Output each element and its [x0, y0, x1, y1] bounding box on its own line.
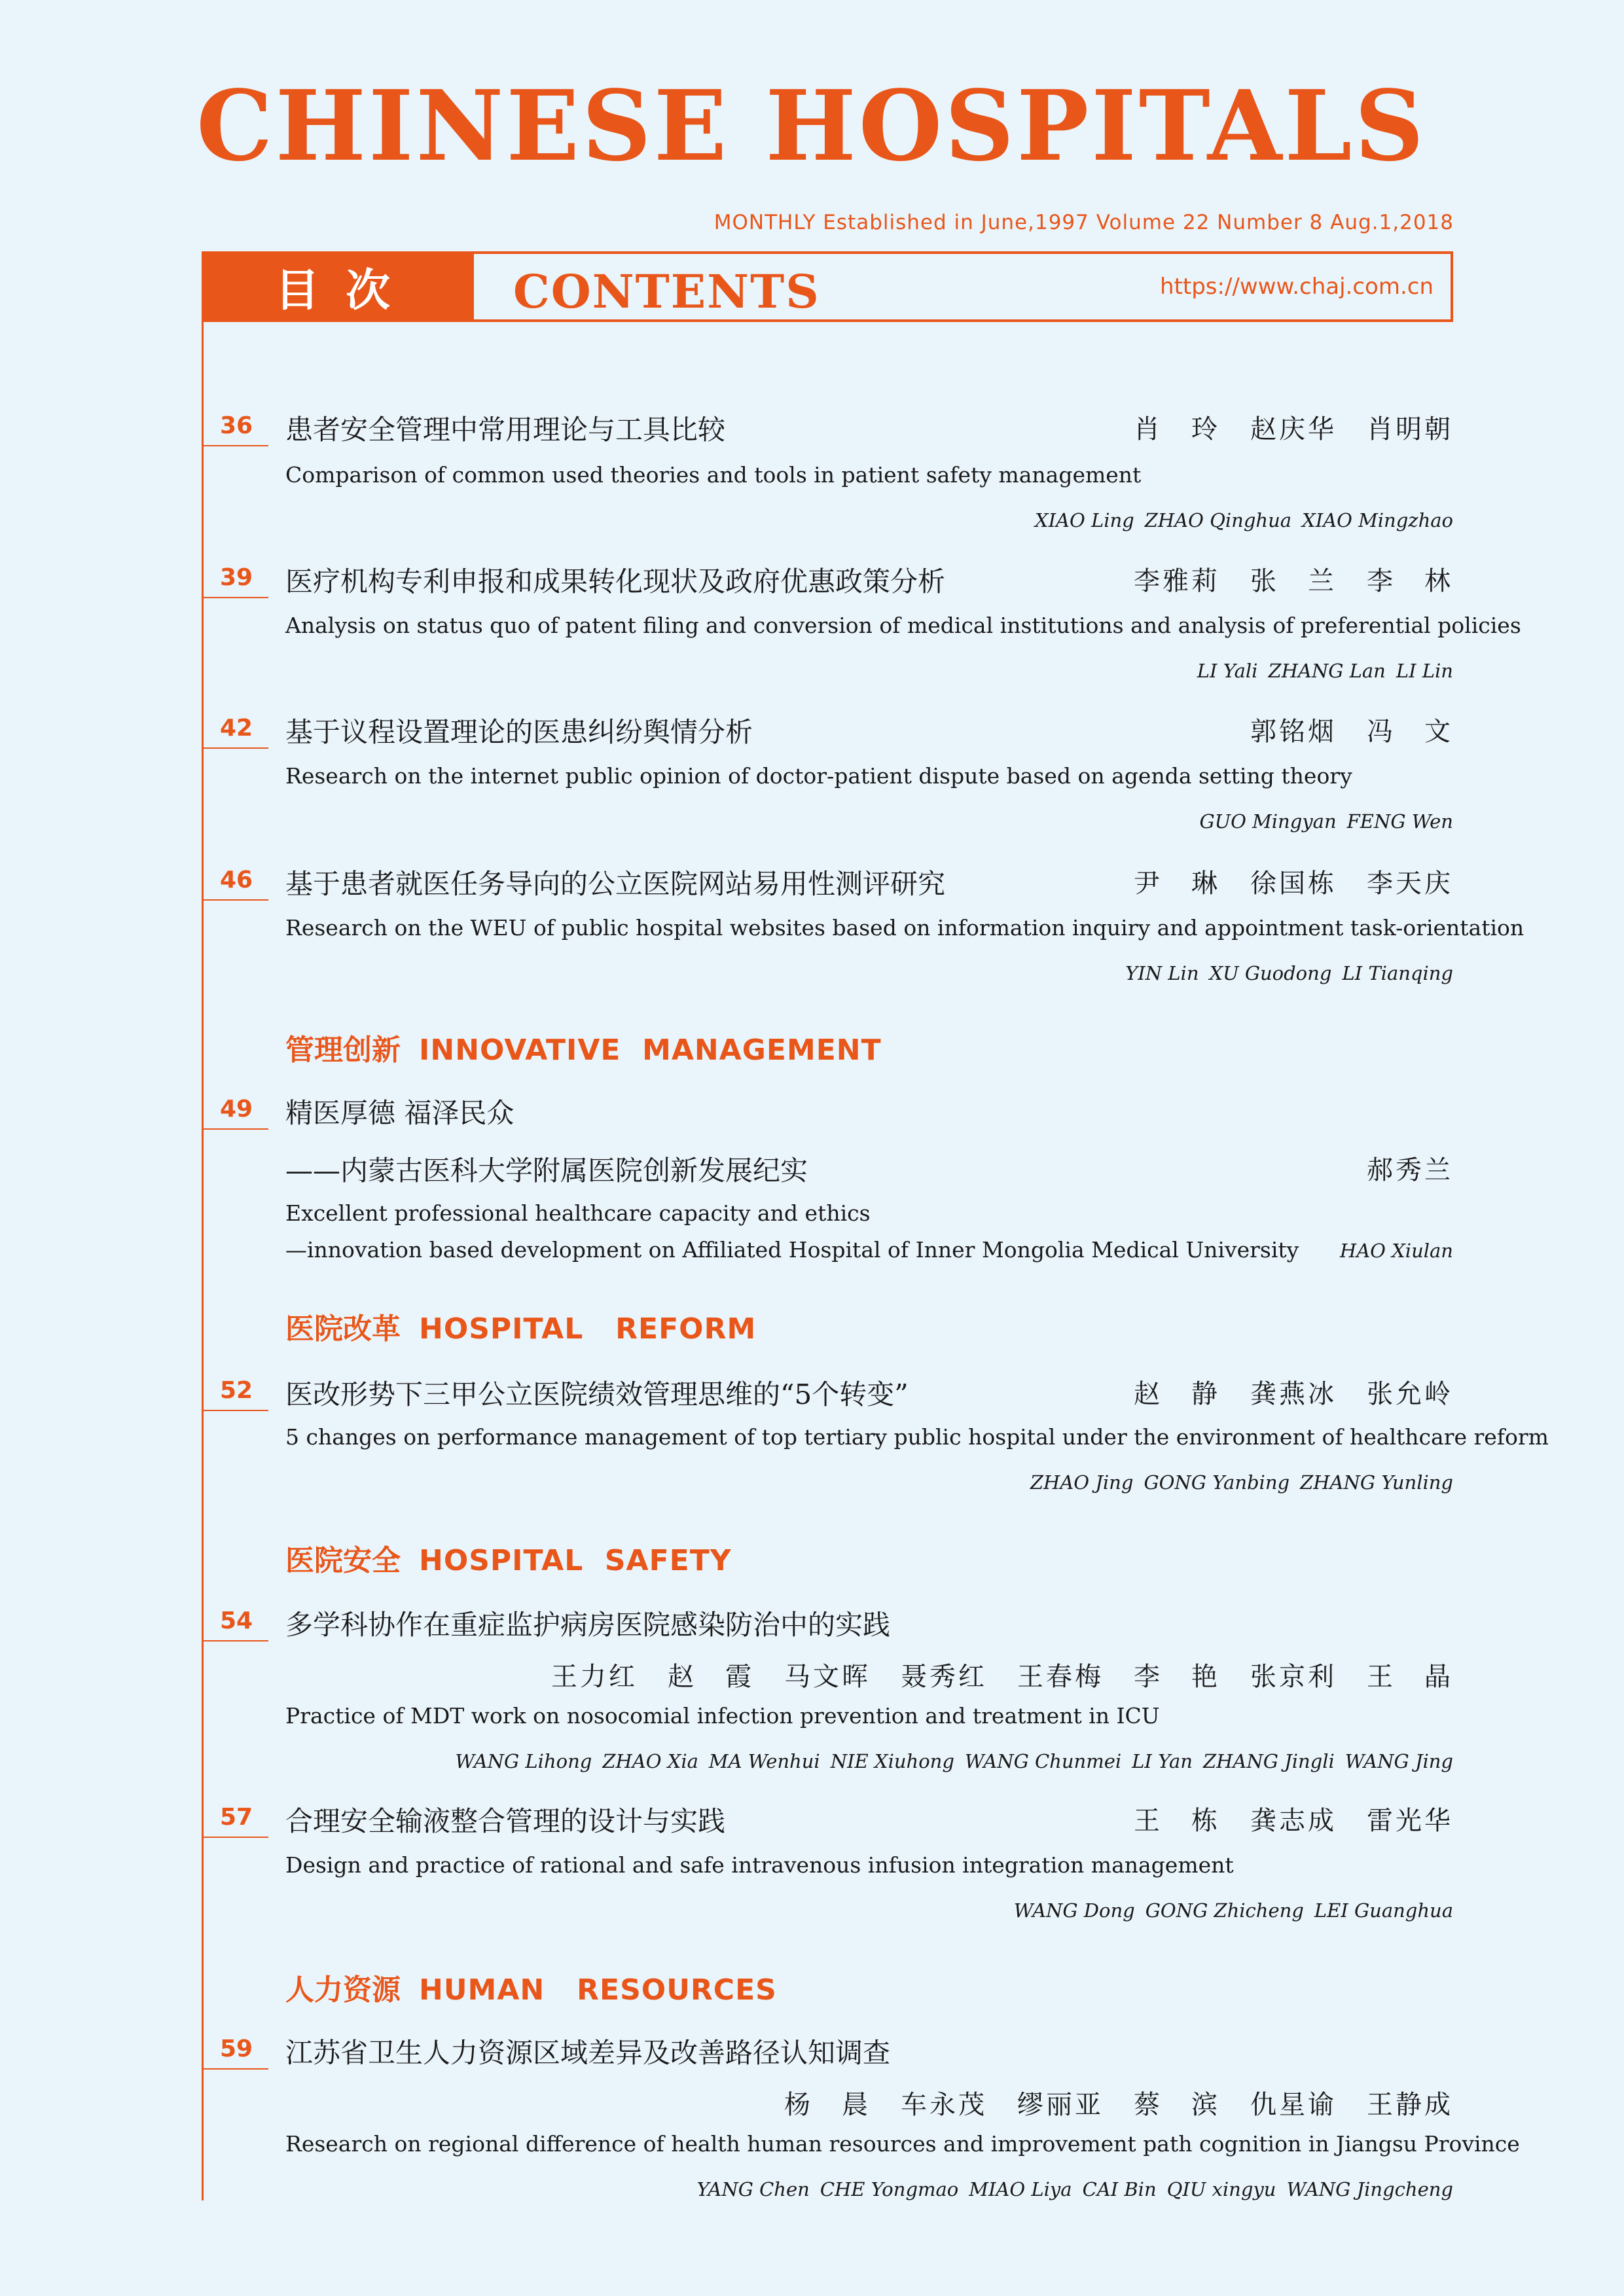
- en-title: Practice of MDT work on nosocomial infection prevention and treatment in ICU: [285, 1703, 1160, 1729]
- page-rule: [202, 747, 268, 749]
- cn-author: 龚志成: [1250, 1806, 1337, 1836]
- cn-authors: [1220, 711, 1453, 748]
- en-authors: [1003, 1899, 1453, 1922]
- en-author: LI Lin: [1396, 660, 1453, 682]
- section-heading-hr: [285, 1966, 777, 2008]
- en-author: XIAO Mingzhao: [1302, 509, 1453, 531]
- en-title: Analysis on status quo of patent filing and conversion of medical institutions and analysis of preferential policies: [285, 613, 1521, 638]
- cn-title: 精医厚德 福泽民众: [285, 1097, 514, 1129]
- cn-authors: [1104, 408, 1453, 446]
- section-cn: 管理创新: [285, 1033, 401, 1067]
- en-author: NIE Xiuhong: [830, 1750, 954, 1772]
- en-author: WANG Lihong: [455, 1750, 592, 1772]
- cn-authors: [521, 1656, 1453, 1693]
- en-author: WANG Jingcheng: [1286, 2178, 1453, 2200]
- en-author: WANG Jing: [1344, 1750, 1453, 1772]
- en-author: ZHANG Yunling: [1300, 1471, 1453, 1494]
- page-number: 42: [220, 715, 253, 742]
- en-author: ZHANG Lan: [1268, 660, 1386, 682]
- cn-author: 肖 玲: [1134, 414, 1220, 444]
- cn-author: 肖明朝: [1367, 414, 1453, 444]
- cn-authors: [1104, 1373, 1453, 1410]
- page-number: 36: [220, 412, 253, 439]
- cn-author: 杨 晨: [784, 2090, 871, 2120]
- cn-author: 王春梅: [1017, 1662, 1104, 1692]
- cn-author: 缪丽亚: [1017, 2090, 1104, 2120]
- page-number: 57: [220, 1804, 253, 1831]
- cn-author: 李天庆: [1367, 869, 1453, 899]
- cn-author: 聂秀红: [901, 1662, 987, 1692]
- cn-title: 合理安全输液整合管理的设计与实践: [285, 1805, 726, 1837]
- en-author: LI Tianqing: [1342, 962, 1453, 984]
- en-author: MA Wenhui: [708, 1750, 820, 1772]
- contents-cn-label: 目次: [204, 254, 474, 319]
- en-authors: [444, 1750, 1453, 1772]
- section-heading-reform: [285, 1305, 756, 1347]
- en-author: LI Yan: [1132, 1750, 1193, 1772]
- cn-author: 王 晶: [1367, 1662, 1453, 1692]
- cn-title: 基于患者就医任务导向的公立医院网站易用性测评研究: [285, 868, 946, 900]
- en-authors: [1024, 509, 1453, 531]
- cn-author: 王力红: [551, 1662, 638, 1692]
- en-author: ZHAO Qinghua: [1144, 509, 1292, 531]
- en-author: FENG Wen: [1346, 810, 1453, 833]
- en-author: MIAO Liya: [969, 2178, 1072, 2200]
- cn-author: 仇星谕: [1250, 2090, 1337, 2120]
- cn-author: 赵庆华: [1250, 414, 1337, 444]
- cn-author: 赵 静: [1134, 1379, 1220, 1409]
- section-en: INNOVATIVE MANAGEMENT: [419, 1033, 882, 1067]
- en-author: CAI Bin: [1082, 2178, 1157, 2200]
- en-author: XIAO Ling: [1034, 509, 1134, 531]
- cn-author: 车永茂: [901, 2090, 987, 2120]
- en-author: QIU xingyu: [1166, 2178, 1276, 2200]
- cn-author: 徐国栋: [1250, 869, 1337, 899]
- section-en: HUMAN RESOURCES: [419, 1973, 777, 2007]
- page-rule: [202, 1128, 268, 1130]
- contents-en-label: CONTENTS: [513, 264, 820, 319]
- cn-author: 马文晖: [784, 1662, 871, 1692]
- cn-subtitle: ——内蒙古医科大学附属医院创新发展纪实: [285, 1155, 808, 1187]
- en-title: Research on regional difference of health human resources and improvement path cognition in Jiangsu Province: [285, 2131, 1520, 2157]
- en-title: Research on the internet public opinion of doctor-patient dispute based on agenda setting theory: [285, 763, 1352, 789]
- cn-author: 张允岭: [1367, 1379, 1453, 1409]
- page-rule: [202, 1640, 268, 1641]
- en-authors: [1329, 1240, 1453, 1262]
- cn-title: 医疗机构专利申报和成果转化现状及政府优惠政策分析: [285, 565, 946, 598]
- cn-author: 蔡 滨: [1134, 2090, 1220, 2120]
- cn-author: 张 兰: [1250, 566, 1337, 596]
- page-number: 46: [220, 867, 253, 893]
- journal-url-link[interactable]: https://www.chaj.com.cn: [1160, 274, 1434, 300]
- page-number: 52: [220, 1377, 253, 1404]
- cn-author: 尹 琳: [1134, 869, 1220, 899]
- en-authors: [687, 2178, 1454, 2200]
- en-author: GONG Zhicheng: [1145, 1899, 1304, 1922]
- section-en: HOSPITAL SAFETY: [419, 1544, 732, 1577]
- en-author: XU Guodong: [1209, 962, 1332, 984]
- issue-line: MONTHLY Established in June,1997 Volume 22 Number 8 Aug.1,2018: [713, 211, 1454, 234]
- page-number: 54: [220, 1607, 253, 1634]
- cn-author: 李雅莉: [1134, 566, 1220, 596]
- section-heading-safety: [285, 1537, 732, 1579]
- cn-title: 医改形势下三甲公立医院绩效管理思维的“5个转变”: [285, 1378, 909, 1410]
- en-title: 5 changes on performance management of top tertiary public hospital under the environment of healthcare reform: [285, 1424, 1549, 1450]
- cn-author: 冯 文: [1367, 717, 1453, 747]
- section-cn: 医院安全: [285, 1544, 401, 1577]
- en-author: CHE Yongmao: [820, 2178, 959, 2200]
- page-number: 59: [220, 2036, 253, 2062]
- en-author: LI Yali: [1197, 660, 1258, 682]
- cn-author: 郝秀兰: [1367, 1155, 1453, 1185]
- cn-authors: [1104, 863, 1453, 900]
- cn-authors: [1337, 1149, 1453, 1187]
- cn-authors: [1104, 560, 1453, 598]
- page-rule: [202, 1410, 268, 1411]
- cn-authors: [754, 2084, 1453, 2121]
- cn-author: 王静成: [1367, 2090, 1453, 2120]
- left-rule: [202, 322, 204, 2200]
- cn-author: 赵 霞: [668, 1662, 754, 1692]
- section-cn: 人力资源: [285, 1973, 401, 2007]
- cn-author: 雷光华: [1367, 1806, 1453, 1836]
- cn-author: 张京利: [1250, 1662, 1337, 1692]
- en-author: YIN Lin: [1125, 962, 1199, 984]
- journal-masthead: CHINESE HOSPITALS: [196, 69, 1427, 183]
- cn-authors: [1104, 1800, 1453, 1837]
- en-author: ZHANG Jingli: [1202, 1750, 1335, 1772]
- en-title: Research on the WEU of public hospital websites based on information inquiry and appointment task-orientation: [285, 915, 1525, 941]
- en-author: LEI Guanghua: [1314, 1899, 1453, 1922]
- en-author: WANG Chunmei: [964, 1750, 1122, 1772]
- contents-bar: [202, 251, 1453, 322]
- page-rule: [202, 445, 268, 446]
- page-number: 39: [220, 564, 253, 591]
- section-heading-innovative: [285, 1026, 882, 1068]
- en-author: YANG Chen: [696, 2178, 810, 2200]
- section-en: HOSPITAL REFORM: [419, 1312, 757, 1346]
- en-title: Design and practice of rational and safe intravenous infusion integration management: [285, 1852, 1234, 1878]
- en-author: ZHAO Xia: [602, 1750, 698, 1772]
- en-authors: [1189, 810, 1453, 833]
- en-subtitle: —innovation based development on Affiliated Hospital of Inner Mongolia Medical University: [285, 1237, 1299, 1263]
- cn-title: 患者安全管理中常用理论与工具比较: [285, 414, 726, 446]
- en-title: Comparison of common used theories and tools in patient safety management: [285, 462, 1142, 488]
- cn-author: 李 艳: [1134, 1662, 1220, 1692]
- cn-author: 王 栋: [1134, 1806, 1220, 1836]
- en-author: GUO Mingyan: [1199, 810, 1337, 833]
- en-author: HAO Xiulan: [1339, 1240, 1453, 1262]
- page-rule: [202, 1837, 268, 1838]
- en-author: WANG Dong: [1013, 1899, 1135, 1922]
- en-author: ZHAO Jing: [1030, 1471, 1134, 1494]
- en-title: Excellent professional healthcare capacity and ethics: [285, 1200, 871, 1226]
- page-rule: [202, 2068, 268, 2070]
- en-authors: [1115, 962, 1453, 984]
- page-rule: [202, 597, 268, 598]
- cn-author: 李 林: [1367, 566, 1453, 596]
- en-author: GONG Yanbing: [1144, 1471, 1290, 1494]
- en-authors: [1187, 660, 1453, 682]
- page-rule: [202, 899, 268, 901]
- section-cn: 医院改革: [285, 1312, 401, 1346]
- cn-title: 多学科协作在重症监护病房医院感染防治中的实践: [285, 1609, 891, 1641]
- cn-author: 龚燕冰: [1250, 1379, 1337, 1409]
- page-number: 49: [220, 1096, 253, 1122]
- cn-title: 基于议程设置理论的医患纠纷舆情分析: [285, 716, 753, 748]
- cn-title: 江苏省卫生人力资源区域差异及改善路径认知调查: [285, 2037, 891, 2069]
- en-authors: [1020, 1471, 1453, 1494]
- cn-author: 郭铭烟: [1250, 717, 1337, 747]
